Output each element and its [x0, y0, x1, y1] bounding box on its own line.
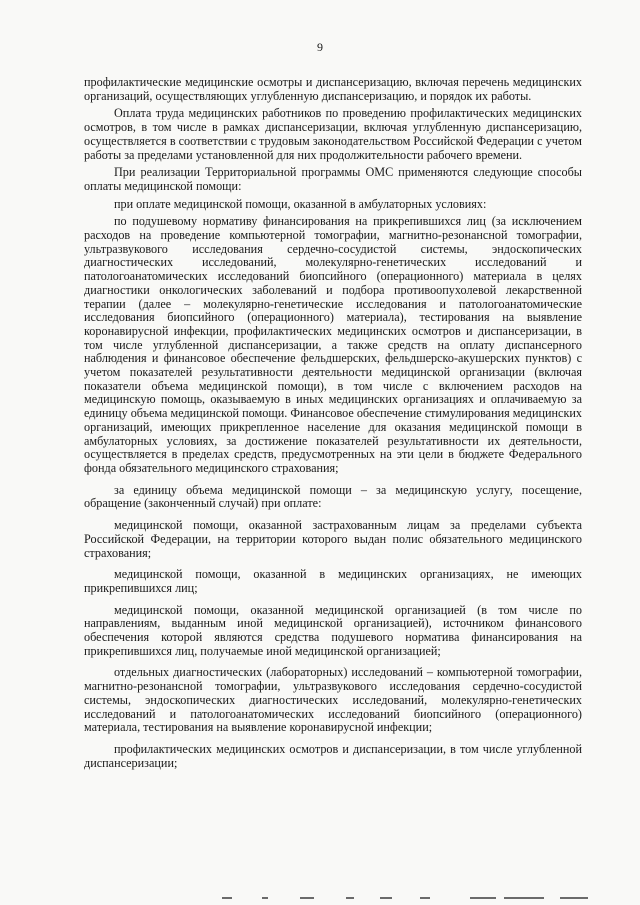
- paragraph-9: медицинской помощи, оказанной медицинской организацией (в том числе по направлениям, выданным иной медицинской организацией), источником финансового обеспечения которой являются средства подушевого норматива финансирования на прикрепившихся лиц, получаемые иной медицинской организацией;: [84, 602, 582, 658]
- paragraph-4: при оплате медицинской помощи, оказанной в амбулаторных условиях:: [114, 196, 487, 211]
- document-body: [84, 76, 582, 770]
- paragraph-7: медицинской помощи, оказанной застрахованным лицам за пределами субъекта Российской Федерации, на территории которого выдан полис обязательного медицинского страхования;: [84, 518, 582, 560]
- paragraph-8: медицинской помощи, оказанной в медицинских организациях, не имеющих прикрепившихся лиц;: [84, 567, 582, 595]
- paragraph-10: отдельных диагностических (лабораторных) исследований – компьютерной томографии, магнитно-резонансной томографии, ультразвукового исследования сердечно-сосудистой системы, эндоскопических диагностических исследований, молекулярно-генетических исследований и патологоанатомических исследований биопсийного (операционного) материала, тестирования на выявление коронавирусной инфекции;: [84, 665, 582, 735]
- paragraph-1: профилактические медицинские осмотры и диспансеризацию, включая перечень медицинских организаций, осуществляющих углубленную диспансеризацию, и порядок их работы.: [84, 75, 582, 103]
- paragraph-3: При реализации Территориальной программы ОМС применяются следующие способы оплаты медицинской помощи:: [84, 165, 582, 193]
- paragraph-11: профилактических медицинских осмотров и диспансеризации, в том числе углубленной диспансеризации;: [84, 741, 582, 770]
- paragraph-6: за единицу объема медицинской помощи – за медицинскую услугу, посещение, обращение (законченный случай) при оплате:: [84, 482, 582, 511]
- paragraph-5: по подушевому нормативу финансирования на прикрепившихся лиц (за исключением расходов на проведение компьютерной томографии, магнитно-резонансной томографии, ультразвукового исследования сердечно-сосудистой системы, эндоскопических диагностических исследований, молекулярно-генетических исследований и патологоанатомических исследований биопсийного (операционного) материала в целях диагностики онкологических заболеваний и подбора противоопухолевой лекарственной терапии (далее – молекулярно-генетические исследования и патологоанатомические исследования биопсийного (операционного) материала), тестирования на выявление коронавирусной инфекции, профилактических медицинских осмотров и диспансеризации, в том числе углубленной диспансеризации, а также средств на оплату диспансерного наблюдения и финансовое обеспечение фельдшерских, фельдшерско-акушерских пунктов) с учетом показателей результативности деятельности медицинской организации (включая показатели объема медицинской помощи), в том числе с включением расходов на медицинскую помощь, оказываемую в иных медицинских организациях и оплачиваемую за единицу объема медицинской помощи. Финансовое обеспечение стимулирования медицинских организаций, имеющих прикрепленное население для оказания медицинской помощи в амбулаторных условиях, за достижение показателей результативности их деятельности, осуществляется в пределах средств, предусмотренных на эти цели в бюджете Федерального фонда обязательного медицинского страхования;: [84, 214, 582, 475]
- scan-artifact-dots: [0, 889, 640, 899]
- page-number: 9: [317, 40, 323, 54]
- paragraph-2: Оплата труда медицинских работников по проведению профилактических медицинских осмотров, в том числе в рамках диспансеризации, включая углубленную диспансеризацию, осуществляется в соответствии с трудовым законодательством Российской Федерации с учетом работы за пределами установленной для них продолжительности рабочего времени.: [84, 106, 582, 162]
